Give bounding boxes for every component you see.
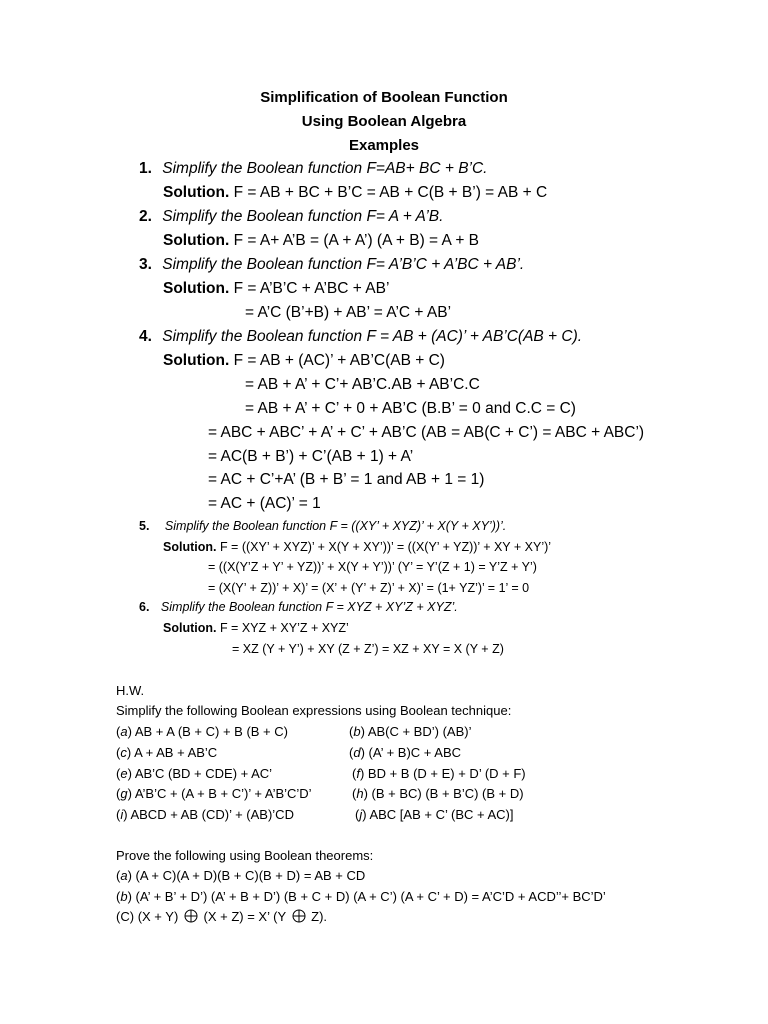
item-text: A + AB + AB’C: [134, 745, 218, 760]
example-4-question: [139, 328, 582, 346]
title-line-1: Simplification of Boolean Function: [260, 89, 508, 106]
example-6-question: [139, 600, 458, 614]
item-text: ABC [AB + C’ (BC + AC)]: [369, 807, 514, 822]
item-text: BD + B (D + E) + D’ (D + F): [367, 766, 526, 781]
item-label: b: [120, 889, 128, 904]
item-label: c: [120, 745, 127, 760]
solution-text: F = AB + BC + B’C = AB + C(B + B’) = AB + C: [233, 184, 548, 201]
example-4-step-6: = AC + (AC)’ = 1: [208, 495, 321, 512]
title-line-2: Using Boolean Algebra: [301, 113, 467, 130]
solution-text: F = XYZ + XY’Z + XYZ’: [219, 621, 349, 635]
homework-item-c: (c) A + AB + AB’C: [116, 745, 218, 760]
homework-item-j: (j) ABC [AB + C’ (BC + AC)]: [355, 807, 514, 822]
item-label: a: [120, 724, 128, 739]
example-4-solution: [163, 352, 445, 370]
solution-text: F = A’B’C + A’BC + AB’: [233, 280, 390, 297]
prove-item-b: (b) (A’ + B’ + D’) (A’ + B + D’) (B + C + D) (A + C’) (A + C’ + D) = A’C’D + ACD’’+ BC’D’: [116, 889, 606, 904]
item-label: a: [120, 868, 128, 883]
homework-item-h: (h) (B + BC) (B + B’C) (B + D): [352, 786, 524, 801]
solution-text: F = AB + (AC)’ + AB’C(AB + C): [233, 352, 445, 369]
item-text: A’B’C + (A + B + C’)’ + A’B’C’D’: [134, 786, 312, 801]
example-number: 6.: [139, 600, 150, 614]
solution-text: F = ((XY’ + XYZ)’ + X(Y + XY’))’ = ((X(Y’ + YZ))’ + XY + XY’)’: [219, 540, 552, 554]
homework-heading: H.W.: [116, 683, 145, 698]
item-label: i: [120, 807, 124, 822]
item-label: g: [120, 786, 128, 801]
example-1-solution: [163, 184, 547, 202]
item-label: f: [356, 766, 360, 781]
item-text-part-1: (X + Y): [137, 909, 179, 924]
example-1-question: [139, 160, 488, 178]
example-5-step-2: = (X(Y’ + Z))’ + X)’ = (X’ + (Y’ + Z)’ + X)’ = (1+ YZ’)’ = 1’ = 0: [208, 581, 530, 595]
xor-icon: [292, 909, 306, 923]
homework-item-e: (e) AB’C (BD + CDE) + AC’: [116, 766, 273, 781]
solution-label: Solution.: [163, 621, 217, 635]
solution-label: Solution.: [163, 352, 230, 369]
example-3-question: [139, 256, 524, 274]
example-4-step-2: = AB + A’ + C’ + 0 + AB’C (B.B’ = 0 and C.C = C): [245, 400, 576, 417]
homework-item-f: (f) BD + B (D + E) + D’ (D + F): [352, 766, 526, 781]
item-label: C: [120, 909, 130, 924]
example-5-question: [139, 519, 506, 533]
homework-item-g: (g) A’B’C + (A + B + C’)’ + A’B’C’D’: [116, 786, 312, 801]
solution-label: Solution.: [163, 232, 230, 249]
homework-item-i: (i) ABCD + AB (CD)’ + (AB)’CD: [116, 807, 294, 822]
example-4-step-3: = ABC + ABC’ + A’ + C’ + AB’C (AB = AB(C + C’) = ABC + ABC’): [208, 424, 645, 441]
homework-item-b: (b) AB(C + BD’) (AB)’: [349, 724, 472, 739]
item-text-part-2: (X + Z) = X’ (Y: [203, 909, 286, 924]
example-number: 1.: [139, 160, 152, 177]
item-text: (A’ + B)C + ABC: [368, 745, 462, 760]
item-text: AB’C (BD + CDE) + AC’: [134, 766, 273, 781]
question-text: Simplify the Boolean function F = AB + (AC)’ + AB’C(AB + C).: [162, 328, 583, 345]
solution-label: Solution.: [163, 540, 217, 554]
item-text-part-3: Z).: [311, 909, 328, 924]
homework-intro: Simplify the following Boolean expressions using Boolean technique:: [116, 703, 512, 718]
example-4-step-1: = AB + A’ + C’+ AB’C.AB + AB’C.C: [245, 376, 480, 393]
solution-text: F = A+ A’B = (A + A’) (A + B) = A + B: [233, 232, 480, 249]
example-3-step-1: = A’C (B’+B) + AB’ = A’C + AB’: [245, 304, 452, 321]
homework-item-d: (d) (A’ + B)C + ABC: [349, 745, 462, 760]
question-text: Simplify the Boolean function F = ((XY’ + XYZ)’ + X(Y + XY’))’.: [164, 519, 507, 533]
item-text: (A’ + B’ + D’) (A’ + B + D’) (B + C + D) (A + C’) (A + C’ + D) = A’C’D + ACD’’+ BC’D’: [135, 889, 606, 904]
item-text: (B + BC) (B + B’C) (B + D): [371, 786, 524, 801]
solution-label: Solution.: [163, 280, 230, 297]
example-number: 3.: [139, 256, 152, 273]
prove-intro: Prove the following using Boolean theorems:: [116, 848, 374, 863]
item-label: b: [353, 724, 361, 739]
item-text: AB + A (B + C) + B (B + C): [134, 724, 288, 739]
example-3-solution: [163, 280, 389, 298]
item-text: AB(C + BD’) (AB)’: [367, 724, 472, 739]
example-number: 2.: [139, 208, 152, 225]
item-label: e: [120, 766, 128, 781]
example-6-step-1: = XZ (Y + Y’) + XY (Z + Z’) = XZ + XY = X (Y + Z): [232, 642, 504, 656]
item-label: j: [359, 807, 363, 822]
prove-item-c: (C) (X + Y) (X + Z) = X’ (Y Z).: [116, 909, 328, 924]
example-4-step-5: = AC + C’+A’ (B + B’ = 1 and AB + 1 = 1): [208, 471, 485, 488]
example-number: 4.: [139, 328, 152, 345]
example-2-solution: [163, 232, 479, 250]
item-text: (A + C)(A + D)(B + C)(B + D) = AB + CD: [135, 868, 366, 883]
example-5-solution: [163, 540, 551, 554]
prove-item-a: (a) (A + C)(A + D)(B + C)(B + D) = AB + CD: [116, 868, 366, 883]
homework-item-a: (a) AB + A (B + C) + B (B + C): [116, 724, 288, 739]
example-4-step-4: = AC(B + B’) + C’(AB + 1) + A’: [208, 448, 414, 465]
question-text: Simplify the Boolean function F= A’B’C + A’BC + AB’.: [162, 256, 525, 273]
item-text: ABCD + AB (CD)’ + (AB)’CD: [130, 807, 294, 822]
example-5-step-1: = ((X(Y’Z + Y’ + YZ))’ + X(Y + Y’))’ (Y’ = Y’(Z + 1) = Y’Z + Y’): [208, 560, 537, 574]
example-2-question: [139, 208, 443, 226]
item-label: h: [356, 786, 364, 801]
xor-icon: [184, 909, 198, 923]
question-text: Simplify the Boolean function F= A + A’B.: [162, 208, 444, 225]
question-text: Simplify the Boolean function F = XYZ + XY’Z + XYZ’.: [160, 600, 458, 614]
question-text: Simplify the Boolean function F=AB+ BC + B’C.: [162, 160, 488, 177]
item-label: d: [353, 745, 361, 760]
example-number: 5.: [139, 519, 150, 533]
title-line-3: Examples: [348, 137, 420, 154]
example-6-solution: [163, 621, 349, 635]
solution-label: Solution.: [163, 184, 230, 201]
